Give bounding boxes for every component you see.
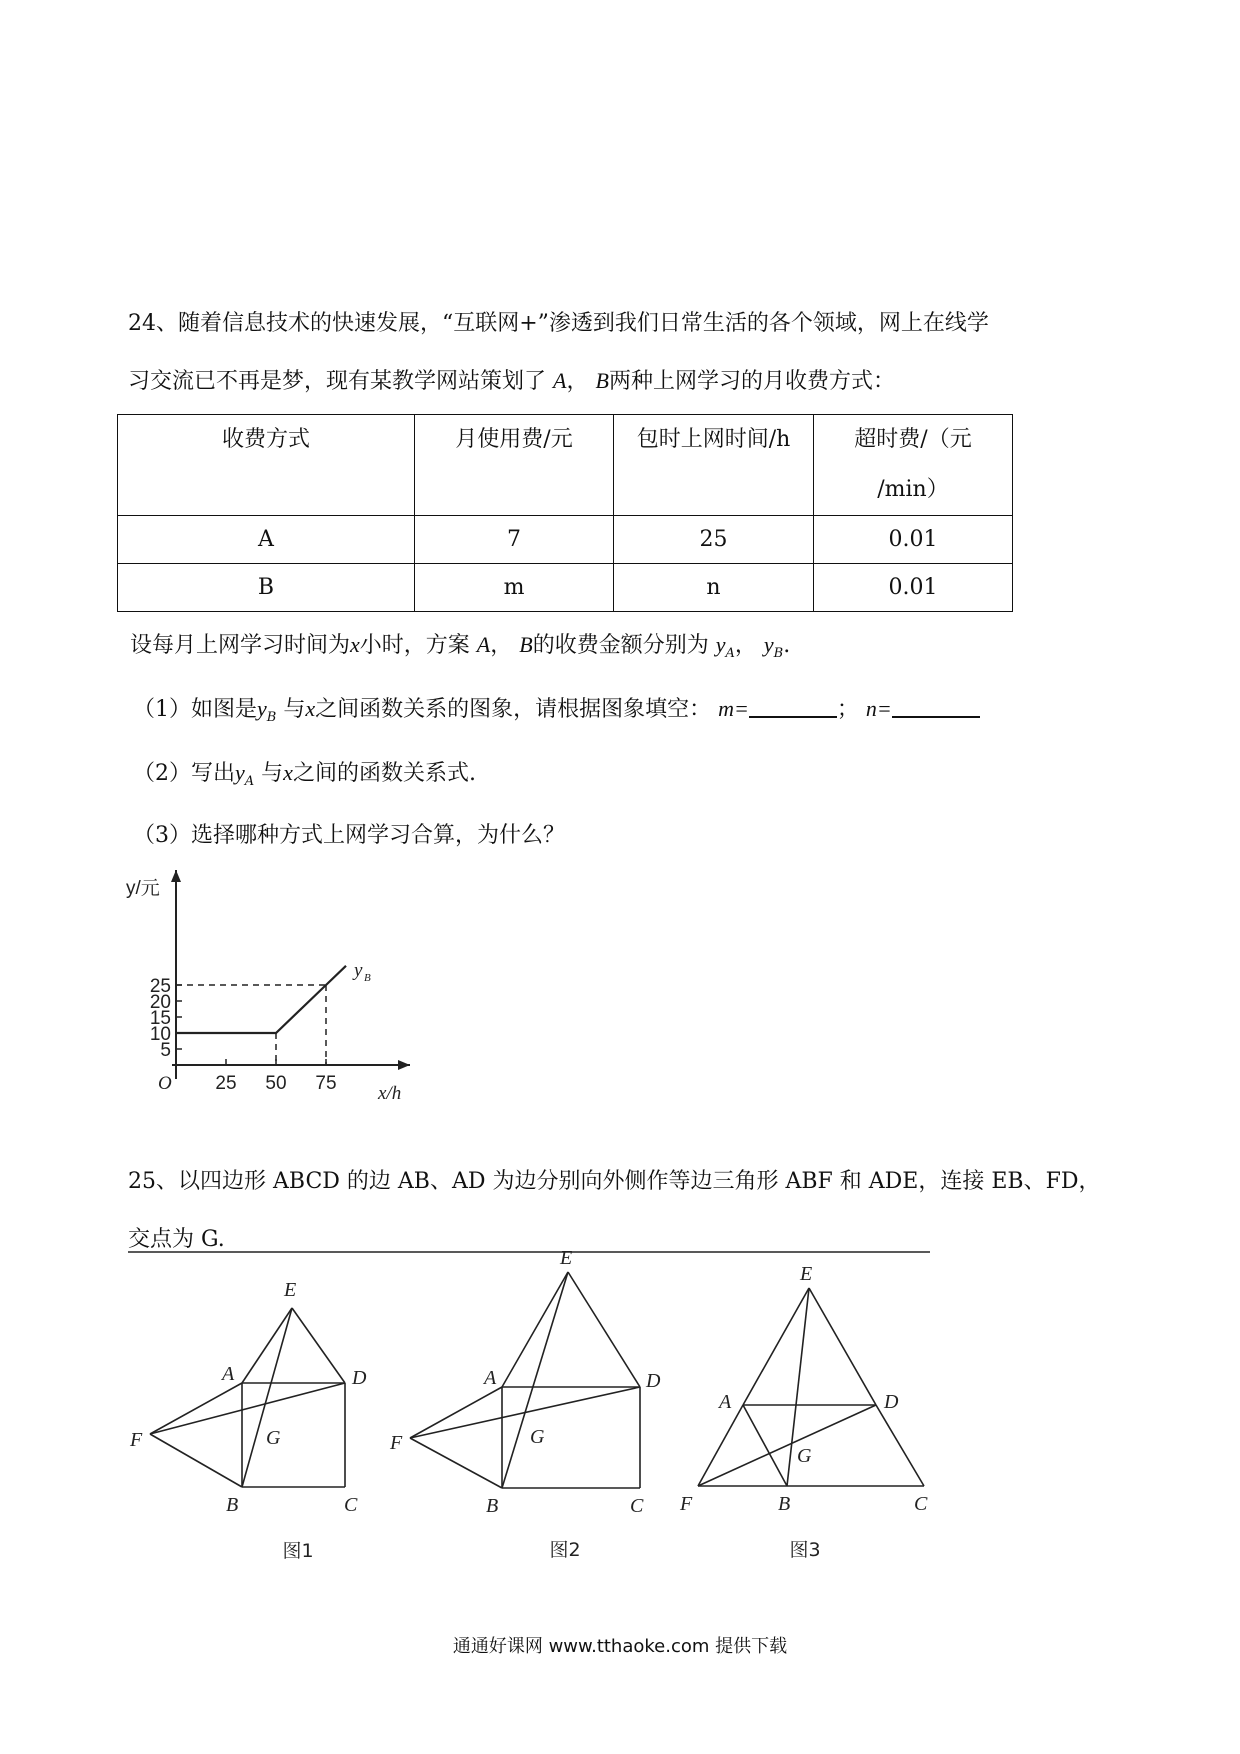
segment-AE <box>743 1288 809 1405</box>
fee-table <box>117 414 1013 612</box>
figure-fig1 <box>129 1279 367 1562</box>
series-label-sub: B <box>364 971 371 984</box>
table-cell: m <box>415 564 614 612</box>
segment-AE <box>242 1308 292 1383</box>
segment-FD <box>410 1387 640 1438</box>
vertex-label-E: E <box>284 1279 297 1301</box>
segment-EB <box>242 1308 292 1487</box>
figure-caption: 图1 <box>282 1540 314 1562</box>
x-tick-label: 25 <box>215 1073 237 1094</box>
table-row <box>118 516 1013 564</box>
part2-line: （2）写出$y_A$ 与x之间的函数关系式. <box>133 760 476 789</box>
function-graph <box>120 860 420 1100</box>
vertex-label-B: B <box>226 1494 239 1516</box>
answer-blank-n[interactable] <box>892 698 980 718</box>
segment-FA <box>410 1387 502 1438</box>
y-tick-label: 10 <box>149 1024 171 1045</box>
vertex-label-D: D <box>884 1391 899 1413</box>
set-line: 设每月上网学习时间为x小时，方案 A， B的收费金额分别为 $y_A$， $y_B$. <box>130 632 791 661</box>
segment-FD <box>698 1405 876 1486</box>
segment-AE <box>502 1272 568 1387</box>
table-row <box>118 564 1013 612</box>
figure-caption: 图3 <box>789 1539 821 1561</box>
x-tick-label: 75 <box>315 1073 337 1094</box>
segment-FD <box>150 1383 345 1434</box>
vertex-label-E: E <box>800 1263 813 1285</box>
vertex-label-D: D <box>352 1367 367 1389</box>
x-tick-label: 50 <box>265 1073 287 1094</box>
table-cell: 0.01 <box>814 516 1013 564</box>
vertex-label-F: F <box>390 1432 403 1454</box>
table-header-cell: 收费方式 <box>118 415 415 516</box>
figure-fig2 <box>389 1247 661 1561</box>
figure-fig3 <box>679 1263 928 1561</box>
vertex-label-F: F <box>130 1429 143 1451</box>
table-header-row <box>118 415 1013 516</box>
origin-label: O <box>158 1073 172 1094</box>
y-axis-label: y/元 <box>126 878 160 899</box>
y-tick-label: 15 <box>149 1008 171 1029</box>
segment-DC <box>876 1405 924 1486</box>
y-axis-arrow <box>171 870 181 882</box>
vertex-label-B: B <box>778 1493 791 1515</box>
part3-line: （3）选择哪种方式上网学习合算，为什么？ <box>133 823 565 848</box>
segment-ED <box>809 1288 876 1405</box>
table-cell: A <box>118 516 415 564</box>
segment-ED <box>292 1308 345 1383</box>
q25-line2: 交点为 G. <box>128 1227 225 1252</box>
vertex-label-G: G <box>266 1427 281 1449</box>
vertex-label-F: F <box>680 1493 693 1515</box>
series-label: y <box>354 959 363 981</box>
y-tick-label: 25 <box>149 976 171 997</box>
table-cell: n <box>614 564 814 612</box>
vertex-label-C: C <box>344 1494 358 1516</box>
vertex-label-D: D <box>646 1370 661 1392</box>
segment-ED <box>568 1272 640 1387</box>
vertex-label-A: A <box>222 1363 235 1385</box>
vertex-label-A: A <box>719 1391 732 1413</box>
segment-EB <box>502 1272 568 1488</box>
figure-caption: 图2 <box>549 1539 581 1561</box>
y-tick-label: 20 <box>149 992 171 1013</box>
part1-line: （1）如图是$y_B$ 与x之间函数关系的图象，请根据图象填空： m= ； n= <box>133 692 980 725</box>
footer-text: 通通好课网 www.tthaoke.com 提供下载 <box>452 1636 788 1657</box>
table-header-cell: 包时上网时间/h <box>614 415 814 516</box>
table-header-cell: 超时费/（元 /min） <box>814 415 1013 516</box>
y-tick-label: 5 <box>160 1040 171 1061</box>
table-cell: 7 <box>415 516 614 564</box>
table-cell: B <box>118 564 415 612</box>
table-cell: 0.01 <box>814 564 1013 612</box>
vertex-label-G: G <box>530 1426 545 1448</box>
segment-FB <box>150 1434 242 1487</box>
segment-FA <box>150 1383 242 1434</box>
series-line-yB <box>176 966 346 1033</box>
q24-line1: 24、随着信息技术的快速发展，“互联网+”渗透到我们日常生活的各个领域，网上在线学 <box>128 311 989 336</box>
vertex-label-G: G <box>797 1445 812 1467</box>
q25-line1: 25、以四边形 ABCD 的边 AB、AD 为边分别向外侧作等边三角形 ABF 和 ADE，连接 EB、FD， <box>128 1169 1101 1194</box>
vertex-label-E: E <box>560 1247 573 1269</box>
table-cell: 25 <box>614 516 814 564</box>
table-header-cell: 月使用费/元 <box>415 415 614 516</box>
vertex-label-B: B <box>486 1495 499 1517</box>
segment-FB <box>410 1438 502 1488</box>
x-axis-arrow <box>398 1060 410 1070</box>
q24-line2: 习交流已不再是梦，现有某教学网站策划了 A， B两种上网学习的月收费方式： <box>128 368 895 394</box>
segment-FA <box>698 1405 743 1486</box>
vertex-label-C: C <box>630 1495 644 1517</box>
vertex-label-C: C <box>914 1493 928 1515</box>
x-axis-label: x/h <box>378 1083 402 1100</box>
answer-blank-m[interactable] <box>749 698 837 718</box>
vertex-label-A: A <box>484 1367 497 1389</box>
geometry-figures <box>0 1240 1240 1580</box>
segment-BA <box>743 1405 787 1486</box>
